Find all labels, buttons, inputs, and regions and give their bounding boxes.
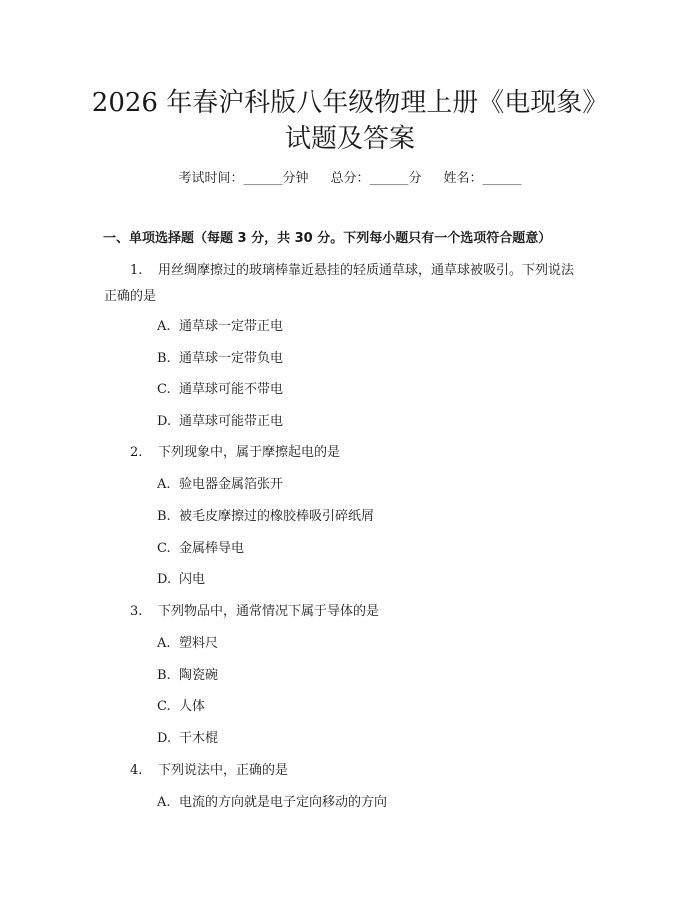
- option-letter: B.: [157, 351, 171, 366]
- page-title-line2: 试题及答案: [284, 124, 415, 154]
- option-text: 通草球一定带正电: [179, 319, 284, 334]
- option-letter: A.: [157, 319, 171, 334]
- option-item: [157, 698, 205, 716]
- option-item: [157, 540, 244, 558]
- option-text: 人体: [179, 699, 206, 714]
- question-4: [130, 762, 600, 780]
- option-letter: C.: [157, 699, 171, 714]
- student-name-label: 姓名：______: [443, 171, 522, 186]
- option-item: [157, 413, 283, 431]
- option-item: [157, 730, 218, 748]
- question-3: [130, 603, 600, 621]
- option-letter: D.: [157, 414, 172, 429]
- option-item: [157, 571, 205, 589]
- option-letter: B.: [157, 509, 171, 524]
- page-title-line1: 2026 年春沪科版八年级物理上册《电现象》: [91, 88, 609, 118]
- option-letter: A.: [157, 795, 171, 810]
- option-text: 陶瓷碗: [179, 668, 219, 683]
- option-text: 电流的方向就是电子定向移动的方向: [179, 795, 388, 810]
- option-letter: A.: [157, 636, 171, 651]
- option-text: 通草球一定带负电: [179, 351, 284, 366]
- option-letter: A.: [157, 477, 171, 492]
- option-letter: D.: [157, 731, 172, 746]
- option-text: 干木棍: [179, 731, 219, 746]
- question-text: 下列现象中，属于摩擦起电的是: [158, 445, 341, 460]
- option-item: [157, 667, 218, 685]
- question-number: 3.: [130, 604, 143, 619]
- option-text: 塑料尺: [179, 636, 219, 651]
- exam-time-label: 考试时间：______分钟: [178, 171, 309, 186]
- option-text: 通草球可能不带电: [179, 382, 284, 397]
- option-text: 被毛皮摩擦过的橡胶棒吸引碎纸屑: [179, 509, 375, 524]
- question-1: [104, 262, 600, 306]
- option-item: [157, 318, 283, 336]
- option-text: 金属棒导电: [179, 541, 245, 556]
- option-item: [157, 350, 283, 368]
- question-text: 用丝绸摩擦过的玻璃棒靠近悬挂的轻质通草球，通草球被吸引。下列说法: [158, 263, 575, 278]
- option-item: [157, 476, 283, 494]
- question-2: [130, 444, 600, 462]
- section-heading: 一、单项选择题（每题 3 分，共 30 分。下列每小题只有一个选项符合题意）: [103, 231, 552, 246]
- option-letter: D.: [157, 572, 172, 587]
- question-number: 4.: [130, 763, 143, 778]
- question-text: 下列物品中，通常情况下属于导体的是: [158, 604, 380, 619]
- option-item: [157, 381, 283, 399]
- option-text: 闪电: [179, 572, 206, 587]
- option-text: 验电器金属箔张开: [179, 477, 284, 492]
- option-item: [157, 635, 218, 653]
- option-item: [157, 508, 374, 526]
- question-number: 1.: [130, 263, 143, 278]
- option-letter: B.: [157, 668, 171, 683]
- question-text-continued: 正确的是: [104, 289, 157, 304]
- option-item: [157, 794, 387, 812]
- option-letter: C.: [157, 382, 171, 397]
- question-number: 2.: [130, 445, 143, 460]
- exam-meta: [0, 170, 700, 188]
- total-score-label: 总分：______分: [330, 171, 422, 186]
- option-letter: C.: [157, 541, 171, 556]
- question-text: 下列说法中，正确的是: [158, 763, 289, 778]
- option-text: 通草球可能带正电: [179, 414, 284, 429]
